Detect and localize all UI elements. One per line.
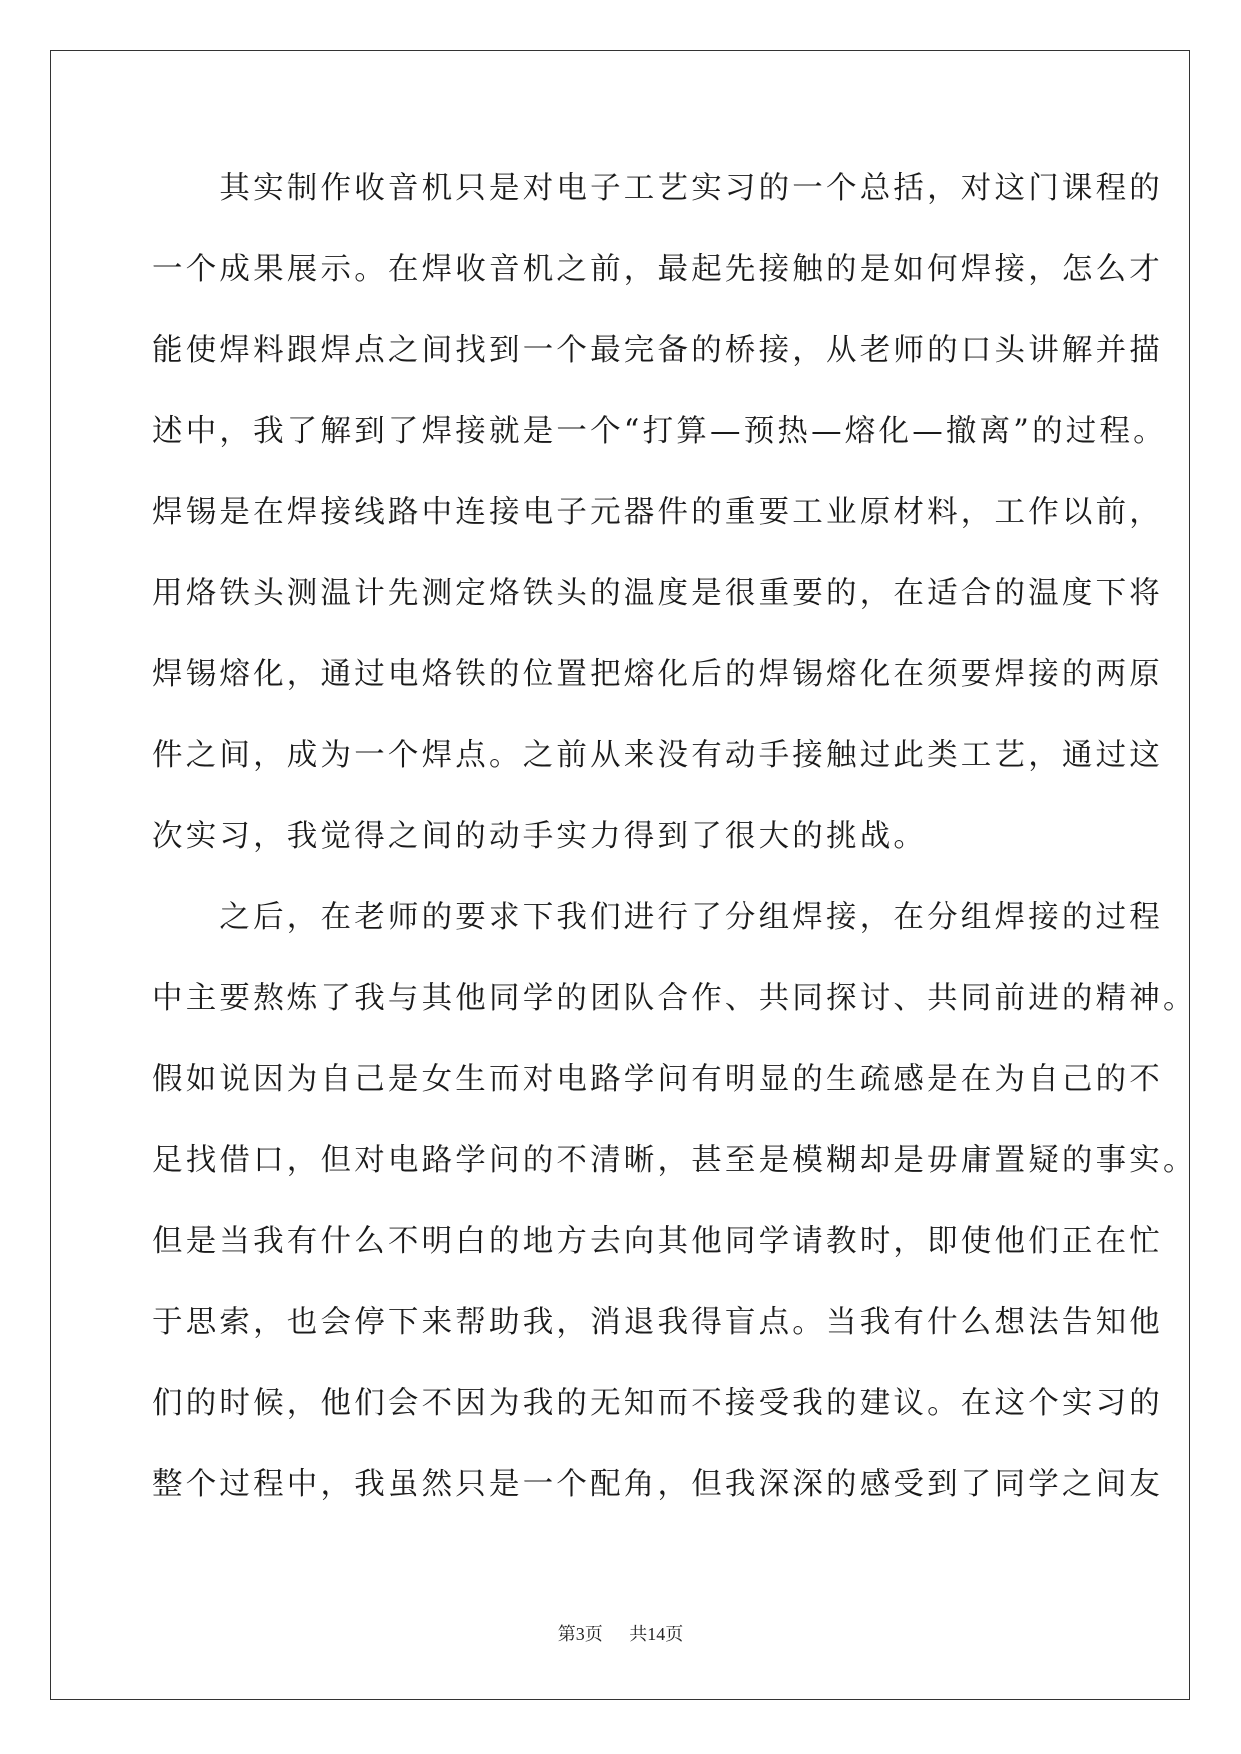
text-line: 一个成果展示。在焊收音机之前，最起先接触的是如何焊接，怎么才 (152, 252, 1163, 287)
text-line: 能使焊料跟焊点之间找到一个最完备的桥接，从老师的口头讲解并描 (152, 333, 1163, 368)
text-line: 中主要熬炼了我与其他同学的团队合作、共同探讨、共同前进的精神。 (152, 981, 1197, 1016)
text-line: 于思索，也会停下来帮助我，消退我得盲点。当我有什么想法告知他 (152, 1305, 1163, 1340)
text-line: 们的时候，他们会不因为我的无知而不接受我的建议。在这个实习的 (152, 1386, 1163, 1421)
page-footer (0, 1620, 1241, 1646)
text-line: 假如说因为自己是女生而对电路学问有明显的生疏感是在为自己的不 (152, 1062, 1163, 1097)
page-number: 第3页 (557, 1624, 603, 1644)
text-line: 述中，我了解到了焊接就是一个“打算—预热—熔化—撤离”的过程。 (152, 414, 1167, 449)
page-total: 共14页 (629, 1624, 684, 1644)
text-line: 其实制作收音机只是对电子工艺实习的一个总括，对这门课程的 (152, 171, 1163, 206)
text-line: 次实习，我觉得之间的动手实力得到了很大的挑战。 (152, 819, 928, 854)
text-line: 整个过程中，我虽然只是一个配角，但我深深的感受到了同学之间友 (152, 1467, 1163, 1502)
text-line: 焊锡熔化，通过电烙铁的位置把熔化后的焊锡熔化在须要焊接的两原 (152, 657, 1163, 692)
text-line: 用烙铁头测温计先测定烙铁头的温度是很重要的，在适合的温度下将 (152, 576, 1163, 611)
text-line: 足找借口，但对电路学问的不清晰，甚至是模糊却是毋庸置疑的事实。 (152, 1143, 1197, 1178)
document-body (152, 158, 1197, 1535)
text-line: 之后，在老师的要求下我们进行了分组焊接，在分组焊接的过程 (152, 900, 1163, 935)
text-line: 件之间，成为一个焊点。之前从来没有动手接触过此类工艺，通过这 (152, 738, 1163, 773)
text-line: 但是当我有什么不明白的地方去向其他同学请教时，即使他们正在忙 (152, 1224, 1163, 1259)
text-line: 焊锡是在焊接线路中连接电子元器件的重要工业原材料，工作以前， (152, 495, 1163, 530)
